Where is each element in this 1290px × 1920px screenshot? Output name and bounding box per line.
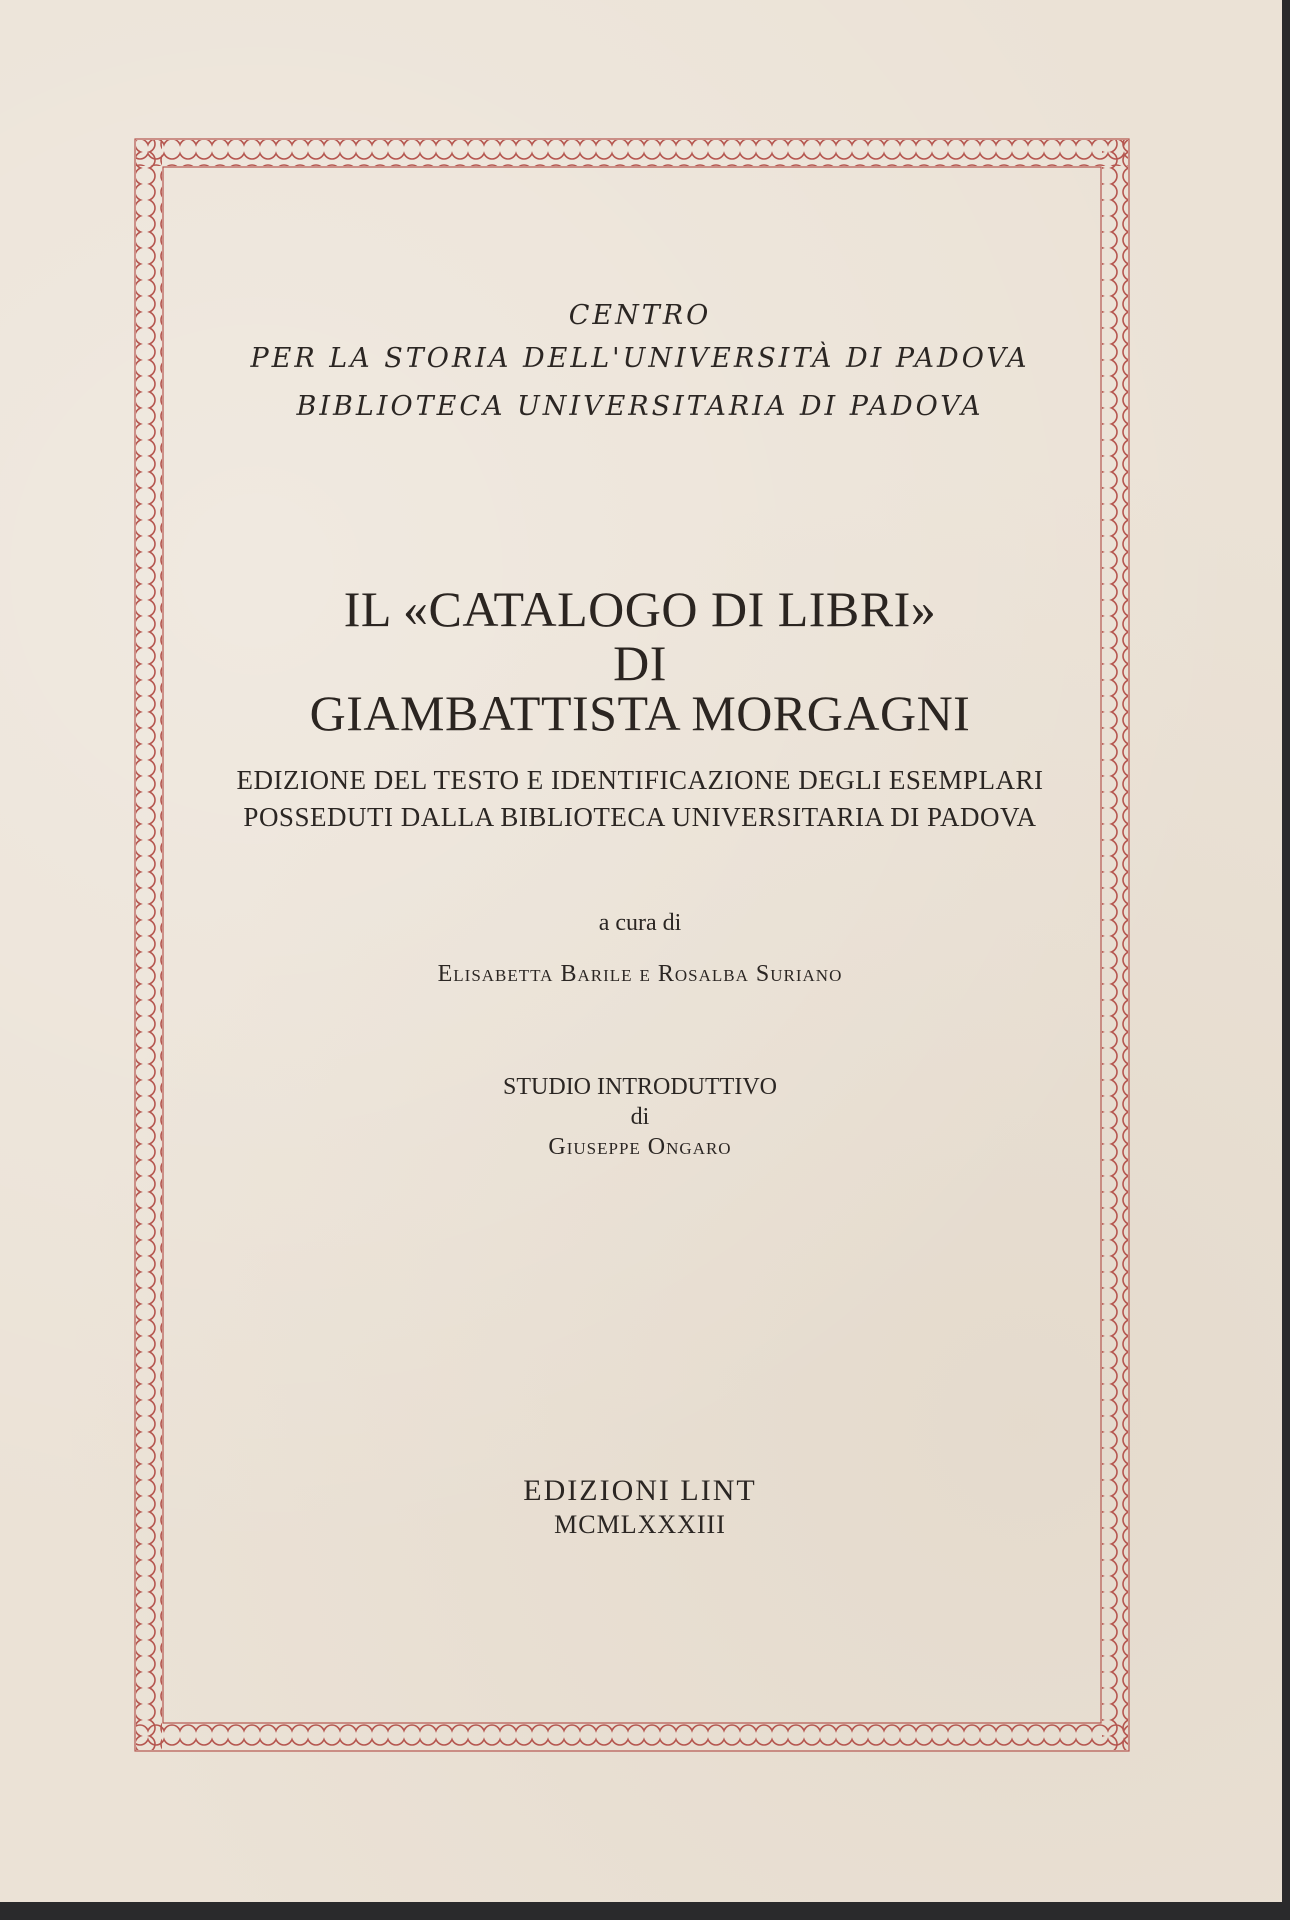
header-line-1: CENTRO [568, 300, 712, 331]
publisher-name: EDIZIONI LINT [523, 1474, 757, 1507]
subtitle-line-2: POSSEDUTI DALLA BIBLIOTECA UNIVERSITARIA DI PADOVA [243, 802, 1037, 832]
header-line-2: PER LA STORIA DELL'UNIVERSITÀ DI PADOVA [250, 343, 1030, 374]
title-line-1: IL «CATALOGO DI LIBRI» [343, 581, 937, 637]
editors-label: a cura di [598, 910, 682, 936]
title-line-3: GIAMBATTISTA MORGAGNI [309, 685, 971, 741]
bottom-edge [0, 1902, 1290, 1920]
intro-label: STUDIO INTRODUTTIVO [503, 1074, 777, 1100]
intro-di: di [630, 1104, 650, 1130]
intro-author: Giuseppe Ongaro [548, 1134, 732, 1160]
title-line-2: DI [613, 635, 667, 691]
publication-year: MCMLXXXIII [554, 1510, 726, 1539]
header-line-3: BIBLIOTECA UNIVERSITARIA DI PADOVA [296, 391, 984, 422]
spine-edge [1282, 0, 1290, 1920]
editors-names: Elisabetta Barile e Rosalba Suriano [437, 961, 843, 987]
subtitle-line-1: EDIZIONE DEL TESTO E IDENTIFICAZIONE DEGLI ESEMPLARI [236, 765, 1044, 795]
